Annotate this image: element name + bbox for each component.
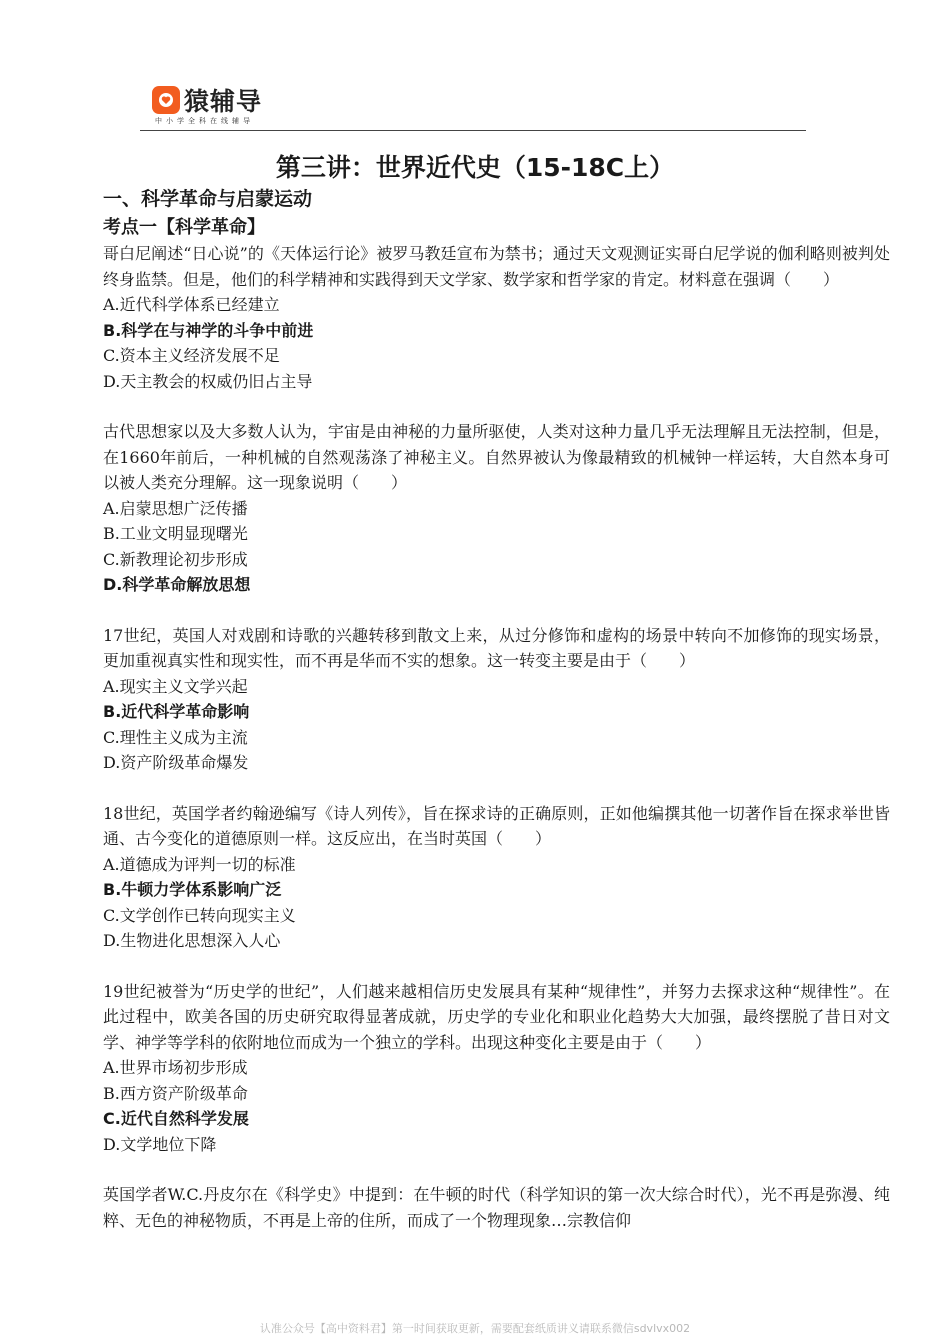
option-a: A.世界市场初步形成 [103, 1058, 248, 1077]
option-b-answer: B.科学在与神学的斗争中前进 [103, 320, 314, 340]
logo-heart-icon [152, 86, 180, 114]
option-d: D.天主教会的权威仍旧占主导 [103, 371, 313, 391]
brand-logo [152, 82, 262, 118]
question-block [103, 801, 890, 954]
option-c: C.新教理论初步形成 [103, 549, 248, 569]
option-a: A.现实主义文学兴起 [103, 676, 248, 696]
option-c: C.资本主义经济发展不足 [103, 346, 280, 365]
brand-tagline: 中小学全科在线辅导 [155, 117, 254, 125]
page-title: 第三讲：世界近代史（15-18C上） [275, 153, 675, 182]
question-block [103, 979, 890, 1158]
option-a: A.启蒙思想广泛传播 [103, 498, 248, 518]
question-block [103, 623, 890, 776]
question-stem: 古代思想家以及大多数人认为，宇宙是由神秘的力量所驱使，人类对这种力量几乎无法理解且无法控制，但是，在1660年前后，一种机械的自然观荡涤了神秘主义。自然界被认为像最精致的机械钟一样运转，大自然本身可以被人类充分理解。这一现象说明（ ） [103, 422, 890, 492]
option-b: B.工业文明显现曙光 [103, 524, 248, 543]
section-heading: 一、科学革命与启蒙运动 [103, 188, 313, 210]
option-b: B.西方资产阶级革命 [103, 1083, 248, 1103]
option-d-answer: D.科学革命解放思想 [103, 575, 251, 594]
option-c: C.文学创作已转向现实主义 [103, 905, 296, 925]
option-b-answer: B.牛顿力学体系影响广泛 [103, 880, 282, 899]
option-c-answer: C.近代自然科学发展 [103, 1109, 249, 1128]
option-a: A.道德成为评判一切的标准 [103, 854, 296, 874]
question-block [103, 241, 890, 394]
option-a: A.近代科学体系已经建立 [103, 295, 280, 314]
question-block [103, 419, 890, 598]
question-stem: 18世纪，英国学者约翰逊编写《诗人列传》，旨在探求诗的正确原则，正如他编撰其他一切著作旨在探求举世皆通、古今变化的道德原则一样。这反应出，在当时英国（ ） [103, 803, 890, 848]
question-stem-partial: 英国学者W.C.丹皮尔在《科学史》中提到：在牛顿的时代（科学知识的第一次大综合时代），光不再是弥漫、纯粹、无色的神秘物质，不再是上帝的住所，而成了一个物理现象…宗教信仰 [103, 1185, 890, 1230]
point-heading: 考点一【科学革命】 [103, 217, 265, 238]
footer-watermark: 认准公众号【高中资料君】第一时间获取更新，需要配套纸质讲义请联系微信sdvlvx002 [259, 1322, 691, 1335]
option-b-answer: B.近代科学革命影响 [103, 702, 250, 721]
brand-name: 猿辅导 [184, 87, 263, 116]
question-stem: 哥白尼阐述“日心说”的《天体运行论》被罗马教廷宣布为禁书；通过天文观测证实哥白尼学说的伽利略则被判处终身监禁。但是，他们的科学精神和实践得到天文学家、数学家和哲学家的肯定。材料意在强调（ ） [103, 244, 890, 289]
option-d: D.资产阶级革命爆发 [103, 753, 249, 772]
option-d: D.生物进化思想深入人心 [103, 931, 281, 950]
question-stem: 17世纪，英国人对戏剧和诗歌的兴趣转移到散文上来，从过分修饰和虚构的场景中转向不加修饰的现实场景，更加重视真实性和现实性，而不再是华而不实的想象。这一转变主要是由于（ ） [103, 625, 890, 670]
document-body [103, 185, 890, 1233]
header-divider [140, 130, 806, 131]
question-stem: 19世纪被誉为“历史学的世纪”，人们越来越相信历史发展具有某种“规律性”，并努力去探求这种“规律性”。在此过程中，欧美各国的历史研究取得显著成就，历史学的专业化和职业化趋势大大加强，最终摆脱了昔日对文学、神学等学科的依附地位而成为一个独立的学科。出现这种变化主要是由于（ ） [103, 981, 890, 1052]
option-d: D.文学地位下降 [103, 1134, 217, 1154]
option-c: C.理性主义成为主流 [103, 727, 248, 747]
